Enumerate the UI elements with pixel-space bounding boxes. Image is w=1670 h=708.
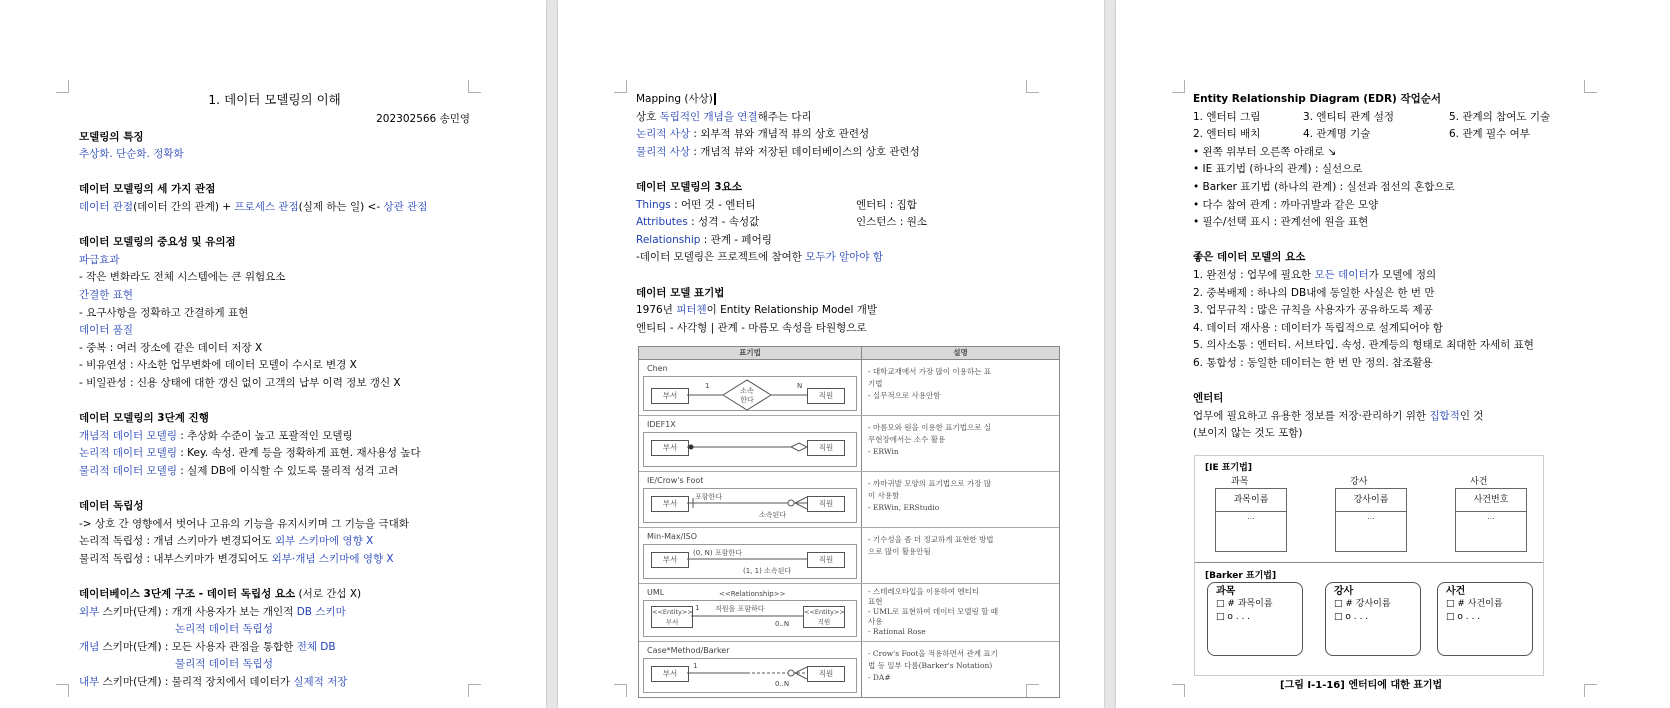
- section-heading: 데이터 모델링의 3단계 진행: [79, 412, 209, 425]
- plain-text: 물리적 독립성 : 내부스키마가 변경되어도: [79, 552, 272, 565]
- entity-name: 강사: [1334, 586, 1354, 597]
- bullet-line: • 왼쪽 위부터 오른쪽 아래로 ↘: [1193, 145, 1337, 158]
- text-line: [79, 551, 470, 569]
- desc-line: 이 사용함: [868, 491, 900, 500]
- text-line: 4. 데이터 재사용 : 데이터가 독립적으로 설계되어야 함: [1193, 321, 1443, 334]
- stereotype-label: <<Entity>>: [804, 608, 845, 616]
- svg-text:한다: 한다: [740, 396, 754, 404]
- entity-box: 직원: [807, 666, 845, 682]
- margin-mark: [614, 80, 627, 93]
- table-row: [639, 472, 1059, 528]
- step-item: 6. 관계 필수 여부: [1449, 128, 1530, 141]
- ie-entity-box: [1215, 488, 1287, 552]
- stereotype-label: <<Entity>>: [652, 608, 693, 616]
- barker-entity-box: [1207, 582, 1303, 656]
- svg-text:소속: 소속: [740, 387, 754, 395]
- table-header: [639, 347, 1059, 360]
- text-line: [1193, 126, 1623, 144]
- highlight-text: 모두가 알아야 함: [805, 251, 883, 264]
- bullet-line: • 다수 참여 관계 : 까마귀발과 같은 모양: [1193, 198, 1379, 211]
- plain-text: 1976년: [636, 304, 677, 317]
- table-row: [639, 528, 1059, 584]
- plain-text: : 추상화 수준이 높고 포괄적인 모델링: [176, 429, 353, 442]
- highlight-text: 개념적 데이터 모델링: [79, 429, 177, 442]
- text-line: [1193, 408, 1623, 426]
- entity-label: 부서: [665, 618, 679, 626]
- relation-label: 포함한다: [695, 493, 723, 501]
- text-line: [636, 302, 1056, 320]
- highlight-text: 피터첸: [676, 304, 707, 317]
- page-2-content: [636, 91, 1056, 337]
- relation-label: (0, N) 포함한다: [693, 549, 742, 557]
- figure-caption: [그림 Ⅰ-1-16] 엔터티에 대한 표기법: [1280, 680, 1443, 691]
- desc-line: - Rational Rose: [868, 627, 926, 636]
- text-line: [636, 232, 1056, 250]
- text-line: [636, 126, 1056, 144]
- entity-box: 부서: [651, 388, 689, 404]
- desc-line: 사용: [868, 617, 883, 626]
- plain-text: : 개념적 뷰와 저장된 데이터베이스의 상호 관련성: [690, 145, 920, 158]
- desc-line: - 마름모와 원을 이용한 표기법으로 실: [868, 423, 992, 432]
- margin-mark: [1172, 80, 1185, 93]
- highlight-text: 독립적인 개념을 연결: [659, 110, 758, 123]
- entity-key: 과목이름: [1216, 489, 1286, 512]
- text-line: - 비일관성 : 신용 상태에 대한 갱신 없이 고객의 납부 이력 정보 갱신 X: [79, 376, 401, 389]
- bullet-line: • IE 표기법 (하나의 관계) : 실선으로: [1193, 163, 1363, 176]
- figure-section-title: [IE 표기법]: [1205, 463, 1252, 473]
- cardinality-label: 0..N: [775, 680, 790, 688]
- ie-entity-box: [1455, 488, 1527, 552]
- attribute-dots: ...: [1367, 512, 1375, 521]
- ie-entity-head: 사건: [1470, 477, 1488, 487]
- highlight-text: 데이터 관점: [79, 200, 134, 213]
- plain-text: 이 Entity Relationship Model 개발: [706, 304, 878, 317]
- text-line: - 중복 : 여러 장소에 같은 데이터 저장 X: [79, 341, 263, 354]
- highlight-text: DB 스키마: [296, 605, 346, 618]
- text-line: -> 상호 간 영향에서 벗어나 고유의 기능을 유지시키며 그 기능을 극대화: [79, 517, 409, 530]
- entity-key: 강사이름: [1336, 489, 1406, 512]
- table-row: [639, 642, 1059, 697]
- text-line: - 작은 변화라도 전체 시스템에는 큰 위험요소: [79, 271, 286, 284]
- highlight-text: Relationship: [636, 233, 701, 246]
- highlight-text: 모든 데이터: [1314, 268, 1369, 281]
- section-heading: Entity Relationship Diagram (EDR) 작업순서: [1193, 93, 1442, 105]
- entity-name: 과목: [1216, 586, 1236, 597]
- entity-box: 부서: [651, 440, 689, 456]
- heading-text: Mapping (사상): [636, 93, 713, 105]
- notation-name: Min-Max/ISO: [647, 532, 698, 541]
- plain-text: (실제 하는 일) <-: [298, 200, 384, 213]
- text-line: [636, 144, 1056, 162]
- highlight-text: 집합적: [1429, 409, 1460, 422]
- desc-line: 으로 많이 활용안됨: [868, 547, 931, 556]
- plain-text: : 어떤 것 - 엔터티: [670, 198, 756, 211]
- cardinality-label: 1: [693, 662, 698, 670]
- text-line: 5. 의사소통 : 엔터티. 서브타입. 속성. 관계등의 형태로 최대한 자세히 표현: [1193, 339, 1534, 352]
- step-item: 3. 엔티티 관계 설정: [1303, 110, 1395, 123]
- plain-text: 스키마(단계) : 개개 사용자가 보는 개인적: [99, 605, 297, 618]
- heading-text: 데이터베이스 3단계 구조 - 데이터 독립성 요소: [79, 588, 296, 601]
- margin-mark: [56, 80, 69, 93]
- table-row: [639, 584, 1059, 642]
- attribute: □ # 과목이름: [1216, 599, 1273, 609]
- section-heading: 데이터 모델 표기법: [636, 286, 725, 299]
- plain-text: 스키마(단계) : 모든 사용자 관점을 통합한: [99, 640, 297, 653]
- plain-text: 엔터티 : 집합: [856, 198, 917, 211]
- notation-table: [638, 346, 1060, 698]
- desc-line: - 스테레오타입을 이용하여 엔티티: [868, 587, 980, 596]
- attribute: □ # 강사이름: [1334, 599, 1391, 609]
- step-item: 1. 엔터티 그림: [1193, 110, 1261, 123]
- ie-entity-box: [1335, 488, 1407, 552]
- idef1x-line: [687, 440, 807, 454]
- step-item: 4. 관계명 기술: [1303, 128, 1371, 141]
- desc-line: - ERWin, ERStudio: [868, 503, 940, 512]
- desc-line: - 기수성을 좀 더 정교하게 표현한 방법: [868, 535, 994, 544]
- desc-line: 법 등 일부 다름(Barker's Notation): [868, 661, 993, 670]
- desc-line: - 대학교재에서 가장 많이 이용하는 표: [868, 367, 992, 376]
- text-line: [636, 109, 1056, 127]
- ie-entity-head: 강사: [1350, 477, 1368, 487]
- text-line: [79, 639, 470, 657]
- table-row: [639, 360, 1059, 416]
- highlight-text: 물리적 사상: [636, 145, 691, 158]
- entity-box: 부서: [651, 666, 689, 682]
- desc-line: 기법: [868, 379, 883, 388]
- text-line: 논리적 데이터 독립성: [175, 623, 273, 636]
- entity-box: 직원: [807, 388, 845, 404]
- desc-line: - 까마귀발 모양의 표기법으로 가장 많: [868, 479, 992, 488]
- margin-mark: [614, 684, 627, 697]
- text-line: - 요구사항을 정확하고 간결하게 표현: [79, 306, 249, 319]
- highlight-text: 개념: [79, 640, 100, 653]
- plain-text: 논리적 독립성 : 개념 스키마가 변경되어도: [79, 535, 275, 548]
- highlight-text: 내부: [79, 676, 100, 688]
- col-header: 표기법: [639, 347, 862, 359]
- highlight-text: 물리적 데이터 모델링: [79, 464, 177, 477]
- highlight-text: 외부 스키마에 영향 X: [275, 535, 374, 548]
- document-page-2: [558, 0, 1104, 708]
- section-heading: 데이터 모델링의 세 가지 관점: [79, 183, 216, 196]
- margin-mark: [1172, 684, 1185, 697]
- highlight-text: 외부·개념 스키마에 영향 X: [271, 552, 394, 565]
- desc-line: - DA#: [868, 673, 891, 682]
- text-line: (보이지 않는 것도 포함): [1193, 427, 1303, 440]
- ie-entity-head: 과목: [1231, 477, 1249, 487]
- barker-entity-box: [1437, 582, 1533, 656]
- text-line: [79, 604, 470, 622]
- text-line: 2. 중복배제 : 하나의 DB내에 동일한 사실은 한 번 만: [1193, 286, 1435, 299]
- text-cursor: [714, 93, 716, 105]
- cardinality-label: 1: [695, 604, 700, 612]
- attribute-dots: ...: [1247, 512, 1255, 521]
- text-line: [79, 674, 470, 692]
- plain-text: 인 것: [1459, 409, 1484, 422]
- plain-text: 스키마(단계) : 물리적 장치에서 데이터가: [99, 676, 294, 688]
- plain-text: : Key. 속성. 관계 등을 정확하게 표현. 재사용성 높다: [176, 447, 421, 460]
- entity-box: 부서: [651, 496, 689, 512]
- entity-box: 부서: [651, 552, 689, 568]
- figure-divider: [1195, 562, 1543, 563]
- plain-text: -데이터 모델링은 프로젝트에 참여한: [636, 251, 806, 264]
- doc-author: 202302566 송민영: [376, 113, 470, 125]
- section-heading: [636, 91, 1056, 109]
- margin-mark: [56, 684, 69, 697]
- document-page-1: [0, 0, 546, 708]
- section-heading: 데이터 모델링의 3요소: [636, 180, 742, 193]
- entity-name: 사건: [1446, 586, 1466, 597]
- attribute: □ o . . .: [1446, 612, 1481, 622]
- section-heading: 모델링의 특징: [79, 130, 144, 143]
- desc-line: - UML로 표현하여 데이터 모델링 할 때: [868, 607, 999, 616]
- entity-box: [803, 606, 845, 628]
- text-line: 간결한 표현: [79, 288, 134, 301]
- bullet-line: • 필수/선택 표시 : 관계선에 원을 표현: [1193, 216, 1369, 229]
- plain-text: : 성격 - 속성값: [687, 216, 760, 229]
- text-line: [79, 428, 470, 446]
- entity-notation-figure: [1194, 455, 1544, 676]
- document-page-3: [1116, 0, 1670, 708]
- relation-label: 직원을 포함하다: [715, 605, 765, 613]
- desc-line: - 실무적으로 사용안함: [868, 391, 941, 400]
- text-line: 데이터 품질: [79, 324, 134, 337]
- highlight-text: 전체 DB: [296, 640, 336, 653]
- highlight-text: 프로세스 관점: [234, 200, 299, 213]
- highlight-text: Things: [636, 198, 671, 211]
- entity-box: 직원: [807, 552, 845, 568]
- plain-text: (데이터 간의 관계) +: [133, 200, 235, 213]
- text-line: 추상화. 단순화. 정확화: [79, 148, 184, 161]
- plain-text: 1. 완전성 : 업무에 필요한: [1193, 268, 1315, 281]
- cardinality-label: 1: [705, 382, 710, 390]
- text-line: [636, 249, 1056, 267]
- text-line: 6. 통합성 : 동일한 데이터는 한 번 만 정의. 참조활용: [1193, 356, 1433, 369]
- highlight-text: Attributes: [636, 216, 688, 229]
- notation-name: Case*Method/Barker: [647, 646, 730, 655]
- barker-entity-box: [1325, 582, 1421, 656]
- highlight-text: 상관 관점: [383, 200, 428, 213]
- figure-section-title: [Barker 표기법]: [1205, 571, 1277, 581]
- plain-text: 가 모델에 정의: [1368, 268, 1437, 281]
- desc-line: 표현: [868, 597, 883, 606]
- notation-name: Chen: [647, 364, 668, 373]
- text-line: [1193, 267, 1623, 285]
- margin-mark: [1584, 684, 1597, 697]
- text-line: [636, 214, 1056, 232]
- plain-text: 업무에 필요하고 유용한 정보를 저장·관리하기 위한: [1193, 409, 1430, 422]
- step-item: 2. 엔터티 배치: [1193, 128, 1261, 141]
- col-header: 설명: [953, 348, 968, 357]
- text-line: [79, 463, 470, 481]
- text-line: 파급효과: [79, 253, 120, 266]
- barker-line: [687, 666, 807, 680]
- desc-line: - Crow's Foot을 적용하면서 관계 표기: [868, 649, 998, 658]
- bullet-line: • Barker 표기법 (하나의 관계) : 실선과 점선의 혼합으로: [1193, 180, 1455, 193]
- section-heading: 데이터 모델링의 중요성 및 유의점: [79, 236, 236, 249]
- entity-box: 직원: [807, 496, 845, 512]
- text-line: [636, 197, 1056, 215]
- step-item: 5. 관계의 참여도 기술: [1449, 110, 1551, 123]
- entity-box: 직원: [807, 440, 845, 456]
- text-line: [79, 445, 470, 463]
- section-heading: 데이터 독립성: [79, 500, 144, 513]
- text-line: [1193, 109, 1623, 127]
- plain-text: : 관계 - 페어링: [700, 233, 772, 246]
- desc-line: - ERWin: [868, 447, 899, 456]
- highlight-text: 실제적 저장: [293, 676, 348, 688]
- notation-name: IDEF1X: [647, 420, 676, 429]
- attribute: □ o . . .: [1334, 612, 1369, 622]
- attribute-dots: ...: [1487, 512, 1495, 521]
- relation-label: 소속된다: [759, 511, 787, 519]
- highlight-text: 논리적 사상: [636, 128, 691, 141]
- plain-text: : 외부적 뷰와 개념적 뷰의 상호 관련성: [690, 128, 870, 141]
- text-line: 엔티티 - 사각형 | 관계 - 마름모 속성을 타원형으로: [636, 321, 867, 334]
- page-1-content: [79, 89, 470, 692]
- plain-text: 상호: [636, 110, 660, 123]
- table-row: [639, 416, 1059, 472]
- text-line: 물리적 데이터 독립성: [175, 658, 273, 671]
- text-line: [79, 199, 470, 217]
- entity-box: [651, 606, 693, 628]
- attribute: □ # 사건이름: [1446, 599, 1503, 609]
- text-line: - 비유연성 : 사소한 업무변화에 데이터 모델이 수시로 변경 X: [79, 359, 357, 372]
- entity-key: 사건번호: [1456, 489, 1526, 512]
- relation-label: (1, 1) 소속된다: [743, 567, 792, 575]
- section-heading: 좋은 데이터 모델의 요소: [1193, 251, 1306, 264]
- highlight-text: 논리적 데이터 모델링: [79, 447, 177, 460]
- notation-name: IE/Crow's Foot: [647, 476, 704, 485]
- desc-line: 무현장에서는 소수 활용: [868, 435, 946, 444]
- entity-label: 직원: [817, 618, 831, 626]
- plain-text: (서로 간섭 X): [295, 588, 362, 601]
- cardinality-label: N: [797, 382, 803, 390]
- cardinality-label: 0..N: [775, 620, 790, 628]
- notation-name: UML: [647, 588, 665, 597]
- page-3-content: [1193, 91, 1623, 443]
- attribute: □ o . . .: [1216, 612, 1251, 622]
- relation-label: <<Relationship>>: [719, 590, 786, 598]
- highlight-text: 외부: [79, 605, 100, 618]
- text-line: 3. 업무규칙 : 많은 규칙을 사용자가 공유하도록 제공: [1193, 304, 1433, 317]
- doc-title: 1. 데이터 모델링의 이해: [208, 92, 341, 107]
- section-heading: [79, 586, 470, 604]
- plain-text: 해주는 다리: [757, 110, 812, 123]
- section-heading: 엔터티: [1193, 392, 1224, 405]
- text-line: [79, 533, 470, 551]
- plain-text: : 실제 DB에 이식할 수 있도록 물리적 성격 고려: [176, 464, 399, 477]
- plain-text: 인스턴스 : 원소: [856, 216, 928, 229]
